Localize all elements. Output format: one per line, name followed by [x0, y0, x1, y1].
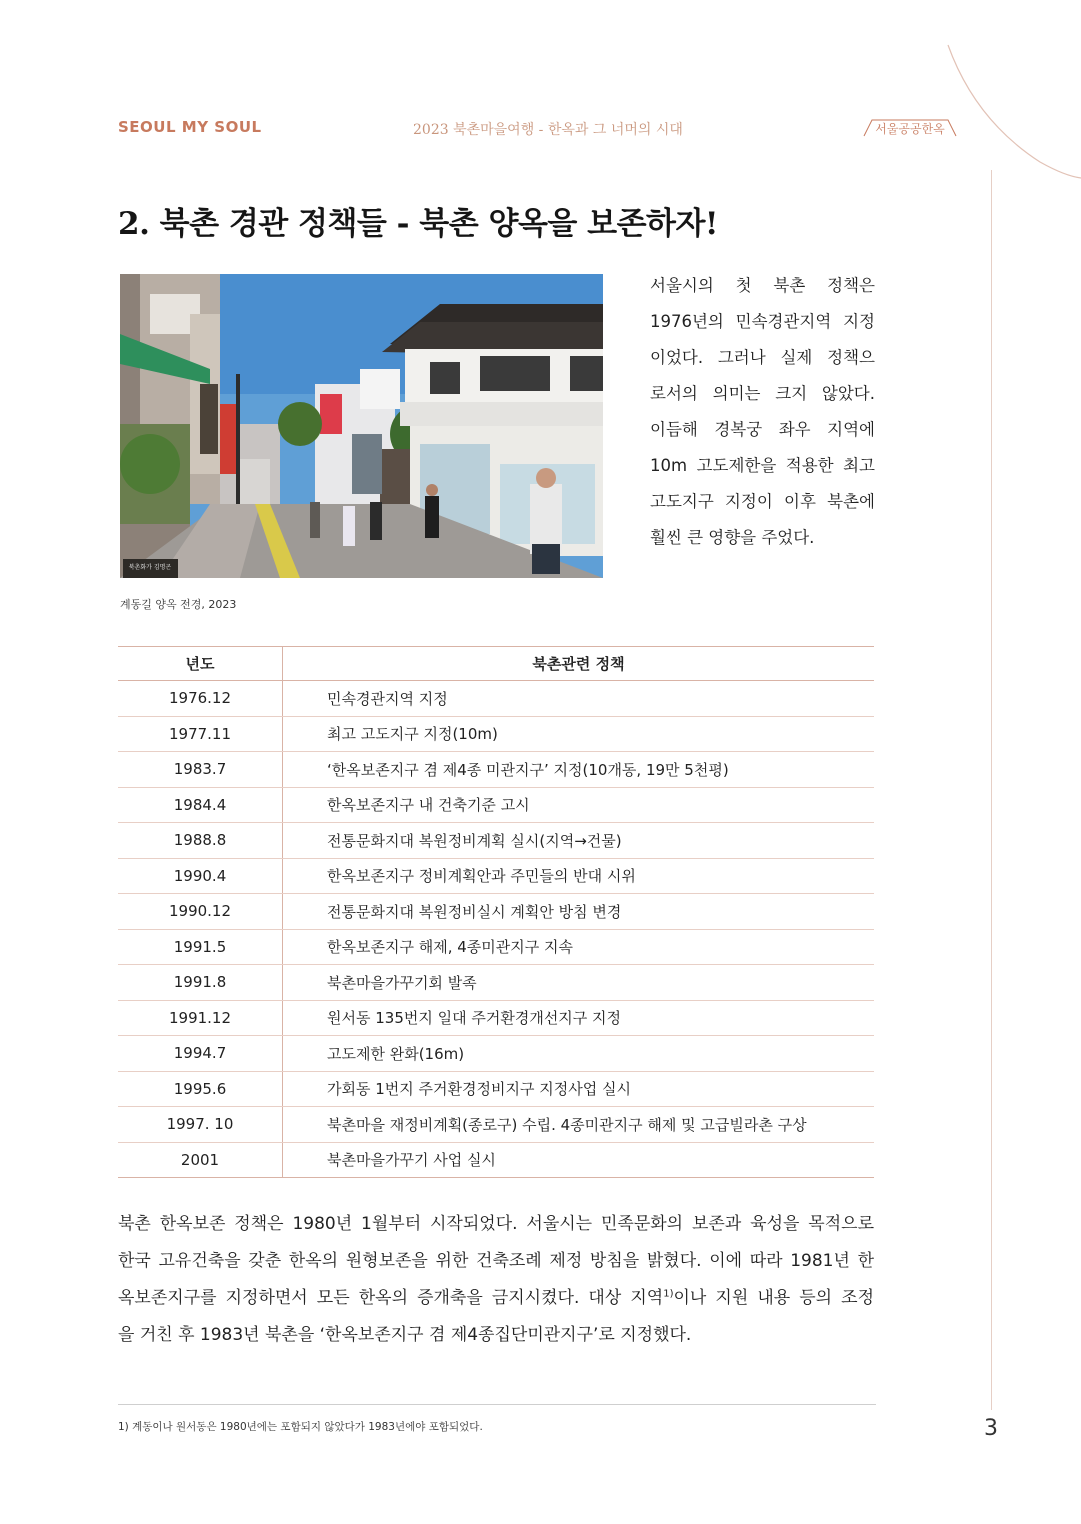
row-policy: 고도제한 완화(16m)	[283, 1036, 875, 1072]
row-year: 1977.11	[118, 716, 283, 752]
row-policy: 최고 고도지구 지정(10m)	[283, 716, 875, 752]
paragraph-line: 한국 고유건축을 갖춘 한옥의 원형보존을 위한 건축조례 제정 방침을 밝혔다. 이에 따라 1981년 한	[118, 1251, 874, 1271]
row-year: 1988.8	[118, 823, 283, 859]
table-row	[118, 858, 874, 894]
row-year: 1990.4	[118, 858, 283, 894]
table-row	[118, 1000, 874, 1036]
paragraph-text: 이나 지원 내용 등의 조정	[673, 1288, 875, 1308]
row-policy: 전통문화지대 복원정비계획 실시(지역→건물)	[283, 823, 875, 859]
table-row	[118, 752, 874, 788]
decorative-vertical-line	[991, 170, 992, 1410]
photo-caption: 계동길 양옥 전경, 2023	[120, 598, 237, 611]
row-year: 1991.12	[118, 1000, 283, 1036]
side-text-line: 서울시의 첫 북촌 정책은	[650, 276, 875, 295]
policy-table	[118, 646, 874, 1178]
row-year: 2001	[118, 1142, 283, 1178]
row-year: 1991.8	[118, 965, 283, 1001]
table-row	[118, 716, 874, 752]
paragraph-line: 북촌 한옥보존 정책은 1980년 1월부터 시작되었다. 서울시는 민족문화의 보존과 육성을 목적으로	[118, 1214, 874, 1234]
table-row	[118, 1036, 874, 1072]
running-header: 2023 북촌마을여행 - 한옥과 그 너머의 시대	[413, 122, 683, 138]
decorative-arc	[0, 0, 1081, 200]
row-year: 1994.7	[118, 1036, 283, 1072]
table-row	[118, 894, 874, 930]
side-text-line: 고도지구 지정이 이후 북촌에	[650, 492, 875, 511]
row-year: 1997. 10	[118, 1107, 283, 1143]
table-row	[118, 1142, 874, 1178]
table-row	[118, 787, 874, 823]
badge-label: 서울공공한옥	[875, 122, 945, 136]
page-title: 2. 북촌 경관 정책들 - 북촌 양옥을 보존하자!	[118, 206, 719, 242]
table-header-row	[118, 647, 874, 681]
row-year: 1991.5	[118, 929, 283, 965]
body-paragraph	[118, 1206, 874, 1354]
paragraph-text: 옥보존지구를 지정하면서 모든 한옥의 증개축을 금지시켰다. 대상 지역	[118, 1288, 664, 1308]
row-year: 1995.6	[118, 1071, 283, 1107]
row-policy: 한옥보존지구 내 건축기준 고시	[283, 787, 875, 823]
row-policy: 한옥보존지구 해제, 4종미관지구 지속	[283, 929, 875, 965]
photo-sign-text: 북촌화가 김명곤	[128, 564, 172, 571]
row-policy: ‘한옥보존지구 겸 제4종 미관지구’ 지정(10개동, 19만 5천평)	[283, 752, 875, 788]
side-text-line: 로서의 의미는 크지 않았다.	[650, 384, 875, 403]
row-year: 1976.12	[118, 681, 283, 717]
footnote-ref: 1)	[663, 1288, 674, 1300]
street-photo	[120, 274, 603, 578]
table-row	[118, 965, 874, 1001]
header-year: 년도	[118, 647, 283, 681]
row-policy: 북촌마을가꾸기회 발족	[283, 965, 875, 1001]
header-policy: 북촌관련 정책	[283, 647, 875, 681]
row-year: 1983.7	[118, 752, 283, 788]
row-policy: 원서동 135번지 일대 주거환경개선지구 지정	[283, 1000, 875, 1036]
table-row	[118, 823, 874, 859]
side-text-line: 1976년의 민속경관지역 지정	[650, 312, 875, 331]
table-row	[118, 929, 874, 965]
paragraph-line: 을 거친 후 1983년 북촌을 ‘한옥보존지구 겸 제4종집단미관지구’로 지정했다.	[118, 1325, 692, 1345]
row-policy: 전통문화지대 복원정비실시 계획안 방침 변경	[283, 894, 875, 930]
footnote: 1) 계동이나 원서동은 1980년에는 포함되지 않았다가 1983년에야 포함되었다.	[118, 1421, 483, 1433]
row-year: 1990.12	[118, 894, 283, 930]
row-policy: 북촌마을가꾸기 사업 실시	[283, 1142, 875, 1178]
side-text-line: 이었다. 그러나 실제 정책으	[650, 348, 875, 367]
brand-logo: SEOUL MY SOUL	[118, 118, 262, 136]
paragraph-line	[118, 1280, 874, 1317]
row-policy: 가회동 1번지 주거환경정비지구 지정사업 실시	[283, 1071, 875, 1107]
header-badge	[862, 116, 958, 140]
row-policy: 민속경관지역 지정	[283, 681, 875, 717]
side-text-line: 이듬해 경복궁 좌우 지역에	[650, 420, 875, 439]
side-text	[650, 268, 875, 556]
side-text-line: 훨씬 큰 영향을 주었다.	[650, 528, 815, 547]
table-row	[118, 1071, 874, 1107]
table-row	[118, 681, 874, 717]
side-text-line: 10m 고도제한을 적용한 최고	[650, 456, 875, 475]
page-number: 3	[984, 1416, 998, 1441]
row-year: 1984.4	[118, 787, 283, 823]
row-policy: 북촌마을 재정비계획(종로구) 수립. 4종미관지구 해제 및 고급빌라촌 구상	[283, 1107, 875, 1143]
row-policy: 한옥보존지구 정비계획안과 주민들의 반대 시위	[283, 858, 875, 894]
table-row	[118, 1107, 874, 1143]
footnote-divider	[118, 1404, 876, 1405]
